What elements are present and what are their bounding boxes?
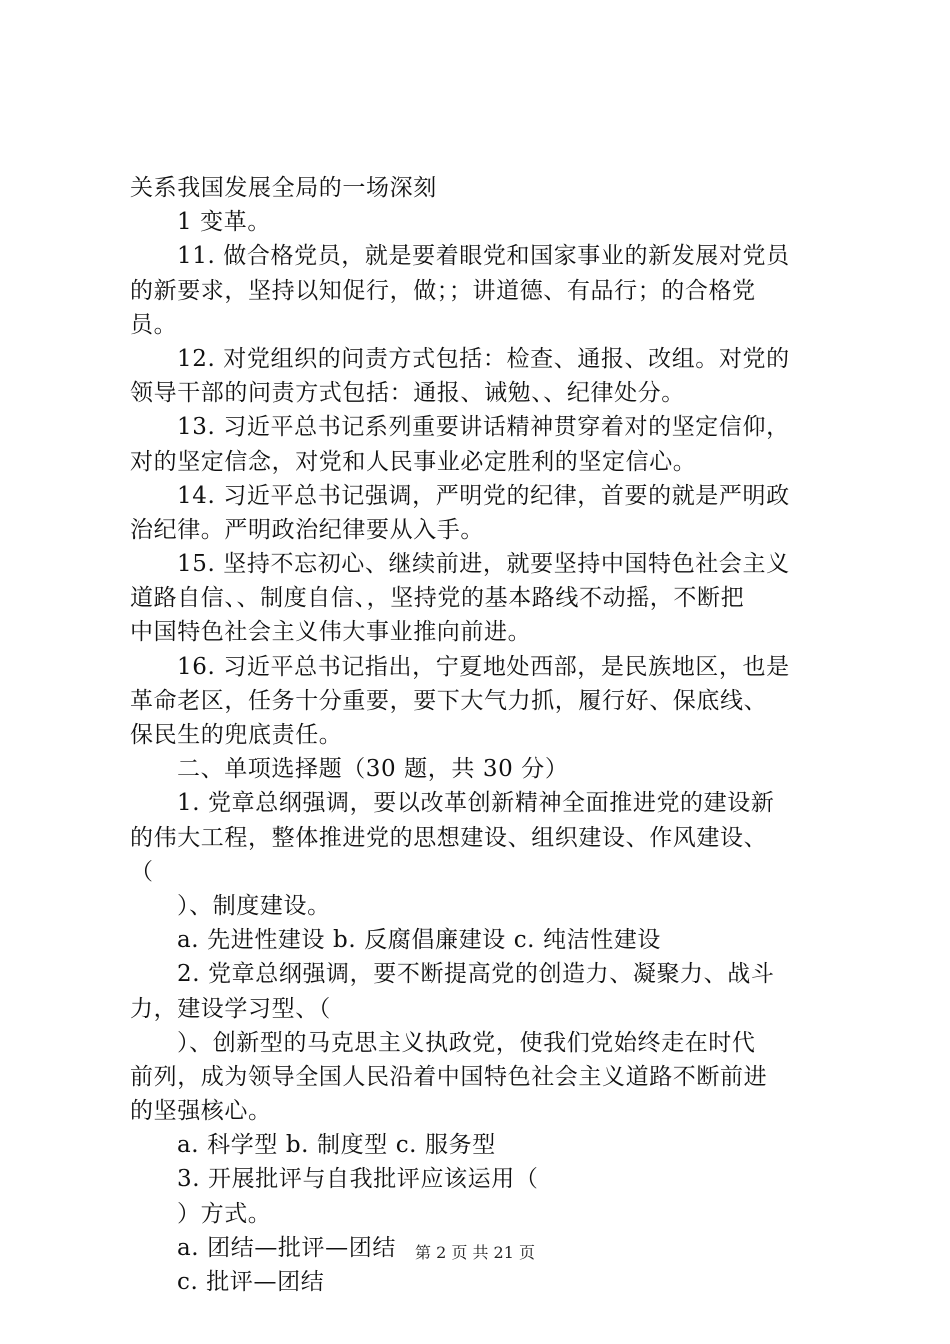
text-line: 的新要求，坚持以知促行，做；；讲道德、有品行；的合格党 [130, 277, 756, 304]
answer-option-line: c. 批评—团结 [177, 1269, 325, 1295]
text-line: ）、创新型的马克思主义执政党，使我们党始终走在时代 [177, 1029, 756, 1056]
text-line: 1 变革。 [177, 209, 271, 236]
question-12-line: 12. 对党组织的问责方式包括：检查、通报、改组。对党的 [177, 345, 790, 372]
text-line: 革命老区，任务十分重要，要下大气力抓，履行好、保底线、 [130, 687, 768, 714]
answer-options-line: a. 科学型 b. 制度型 c. 服务型 [177, 1132, 496, 1159]
question-11-line: 11. 做合格党员，就是要着眼党和国家事业的新发展对党员 [177, 243, 790, 270]
text-line: 前列，成为领导全国人民沿着中国特色社会主义道路不断前进 [130, 1063, 768, 1090]
choice-question-3-line: 3. 开展批评与自我批评应该运用（ [177, 1166, 539, 1193]
text-line: 中国特色社会主义伟大事业推向前进。 [130, 619, 532, 646]
choice-question-2-line: 2. 党章总纲强调，要不断提高党的创造力、凝聚力、战斗 [177, 961, 775, 988]
text-line: 的伟大工程，整体推进党的思想建设、组织建设、作风建设、 [130, 824, 768, 851]
text-line: 的坚强核心。 [130, 1098, 272, 1125]
text-line: 力，建设学习型、（ [130, 995, 331, 1022]
text-line: ）方式。 [177, 1200, 272, 1227]
text-line: 员。 [130, 311, 178, 338]
answer-option-line: a. 团结—批评—团结 [177, 1234, 396, 1261]
question-16-line: 16. 习近平总书记指出，宁夏地处西部，是民族地区，也是 [177, 653, 790, 680]
section-heading: 二、单项选择题（30 题，共 30 分） [177, 756, 569, 783]
question-14-line: 14. 习近平总书记强调，严明党的纪律，首要的就是严明政 [177, 482, 790, 509]
text-line: （ [130, 858, 154, 885]
choice-question-1-line: 1. 党章总纲强调，要以改革创新精神全面推进党的建设新 [177, 790, 775, 817]
answer-options-line: a. 先进性建设 b. 反腐倡廉建设 c. 纯洁性建设 [177, 927, 662, 954]
text-line: 领导干部的问责方式包括：通报、诫勉、、纪律处分。 [130, 380, 685, 407]
text-line: 治纪律。严明政治纪律要从入手。 [130, 516, 484, 543]
text-line: 保民生的兜底责任。 [130, 722, 343, 748]
question-13-line: 13. 习近平总书记系列重要讲话精神贯穿着对的坚定信仰， [177, 414, 790, 441]
question-15-line: 15. 坚持不忘初心、继续前进，就要坚持中国特色社会主义 [177, 551, 790, 578]
document-body [130, 171, 835, 1299]
text-line: 关系我国发展全局的一场深刻 [130, 175, 437, 201]
text-line: 道路自信、、制度自信、，坚持党的基本路线不动摇，不断把 [130, 585, 745, 612]
text-line: ）、制度建设。 [177, 892, 331, 919]
page-footer: 第 2 页 共 21 页 [415, 1243, 535, 1262]
text-line: 对的坚定信念，对党和人民事业必定胜利的坚定信心。 [130, 448, 697, 475]
